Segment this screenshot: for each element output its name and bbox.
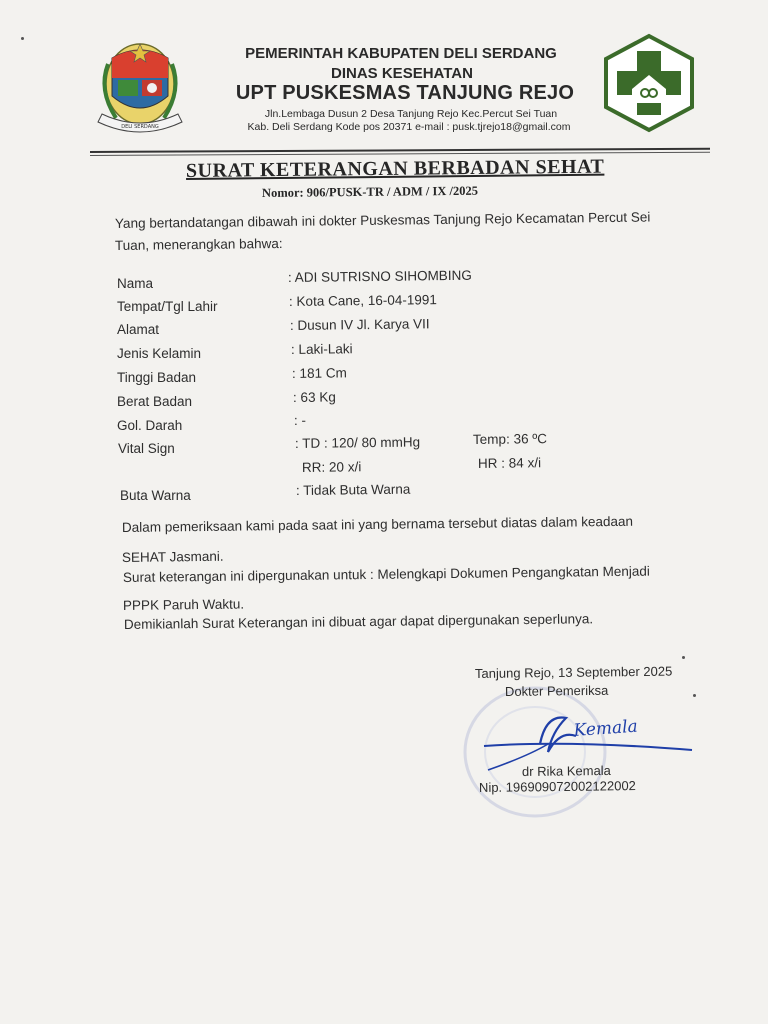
- intro-line-2: Tuan, menerangkan bahwa:: [114, 235, 283, 253]
- field-label-gol-darah: Gol. Darah: [117, 418, 183, 433]
- document-number: Nomor: 906/PUSK-TR / ADM / IX /2025: [261, 183, 479, 200]
- field-value-nama: : ADI SUTRISNO SIHOMBING: [287, 267, 472, 285]
- signature-text: Kemala: [572, 716, 639, 741]
- emblem-banner-text: DELI SERDANG: [121, 124, 159, 130]
- field-label-alamat: Alamat: [117, 322, 160, 337]
- vital-temp: Temp: 36 ºC: [472, 431, 548, 447]
- letterhead-institution: UPT PUSKESMAS TANJUNG REJO: [235, 82, 575, 104]
- body-line-4: PPPK Paruh Waktu.: [122, 596, 245, 613]
- paper-speck: [682, 656, 685, 659]
- field-value-gol-darah: : -: [293, 412, 307, 428]
- field-value-alamat: : Dusun IV Jl. Karya VII: [289, 316, 430, 333]
- letterhead-government: PEMERINTAH KABUPATEN DELI SERDANG: [245, 45, 557, 62]
- field-value-buta-warna: : Tidak Buta Warna: [295, 481, 411, 498]
- sign-place-date: Tanjung Rejo, 13 September 2025: [474, 663, 673, 681]
- field-label-berat-badan: Berat Badan: [117, 394, 193, 409]
- field-value-tinggi-badan: : 181 Cm: [291, 365, 347, 381]
- intro-line-1: Yang bertandatangan dibawah ini dokter Puskesmas Tanjung Rejo Kecamatan Percut Sei: [114, 209, 651, 231]
- vital-hr: HR : 84 x/i: [477, 455, 542, 471]
- sign-name: dr Rika Kemala: [521, 762, 611, 779]
- body-line-2: SEHAT Jasmani.: [121, 548, 224, 565]
- body-line-5: Demikianlah Surat Keterangan ini dibuat agar dapat dipergunakan seperlunya.: [123, 611, 594, 632]
- letterhead-department: DINAS KESEHATAN: [331, 65, 473, 82]
- paper-speck: [693, 694, 696, 697]
- body-line-1: Dalam pemeriksaan kami pada saat ini yang bernama tersebut diatas dalam keadaan: [121, 513, 634, 535]
- field-label-jenis-kelamin: Jenis Kelamin: [117, 346, 202, 361]
- paper-speck: [21, 37, 24, 40]
- sign-nip: Nip. 196909072002122002: [478, 778, 636, 795]
- sign-role: Dokter Pemeriksa: [504, 682, 609, 699]
- field-value-vital-sign: : TD : 120/ 80 mmHg: [294, 434, 421, 451]
- field-label-buta-warna: Buta Warna: [120, 488, 191, 503]
- letterhead-contact: Kab. Deli Serdang Kode pos 20371 e-mail : pusk.tjrejo18@gmail.com: [247, 121, 571, 133]
- field-label-vital-sign: Vital Sign: [118, 441, 175, 456]
- field-value-tempat-tgl-lahir: : Kota Cane, 16-04-1991: [288, 292, 437, 309]
- field-label-tinggi-badan: Tinggi Badan: [117, 370, 197, 385]
- letterhead-address: Jln.Lembaga Dusun 2 Desa Tanjung Rejo Kec.Percut Sei Tuan: [264, 108, 558, 120]
- field-label-tempat-tgl-lahir: Tempat/Tgl Lahir: [117, 299, 218, 314]
- body-line-3: Surat keterangan ini dipergunakan untuk : Melengkapi Dokumen Pengangkatan Menjadi: [122, 563, 650, 585]
- field-value-berat-badan: : 63 Kg: [292, 389, 336, 405]
- vital-rr: RR: 20 x/i: [301, 459, 362, 475]
- field-label-nama: Nama: [117, 276, 154, 291]
- field-value-jenis-kelamin: : Laki-Laki: [290, 341, 353, 357]
- document-title: SURAT KETERANGAN BERBADAN SEHAT: [185, 155, 605, 182]
